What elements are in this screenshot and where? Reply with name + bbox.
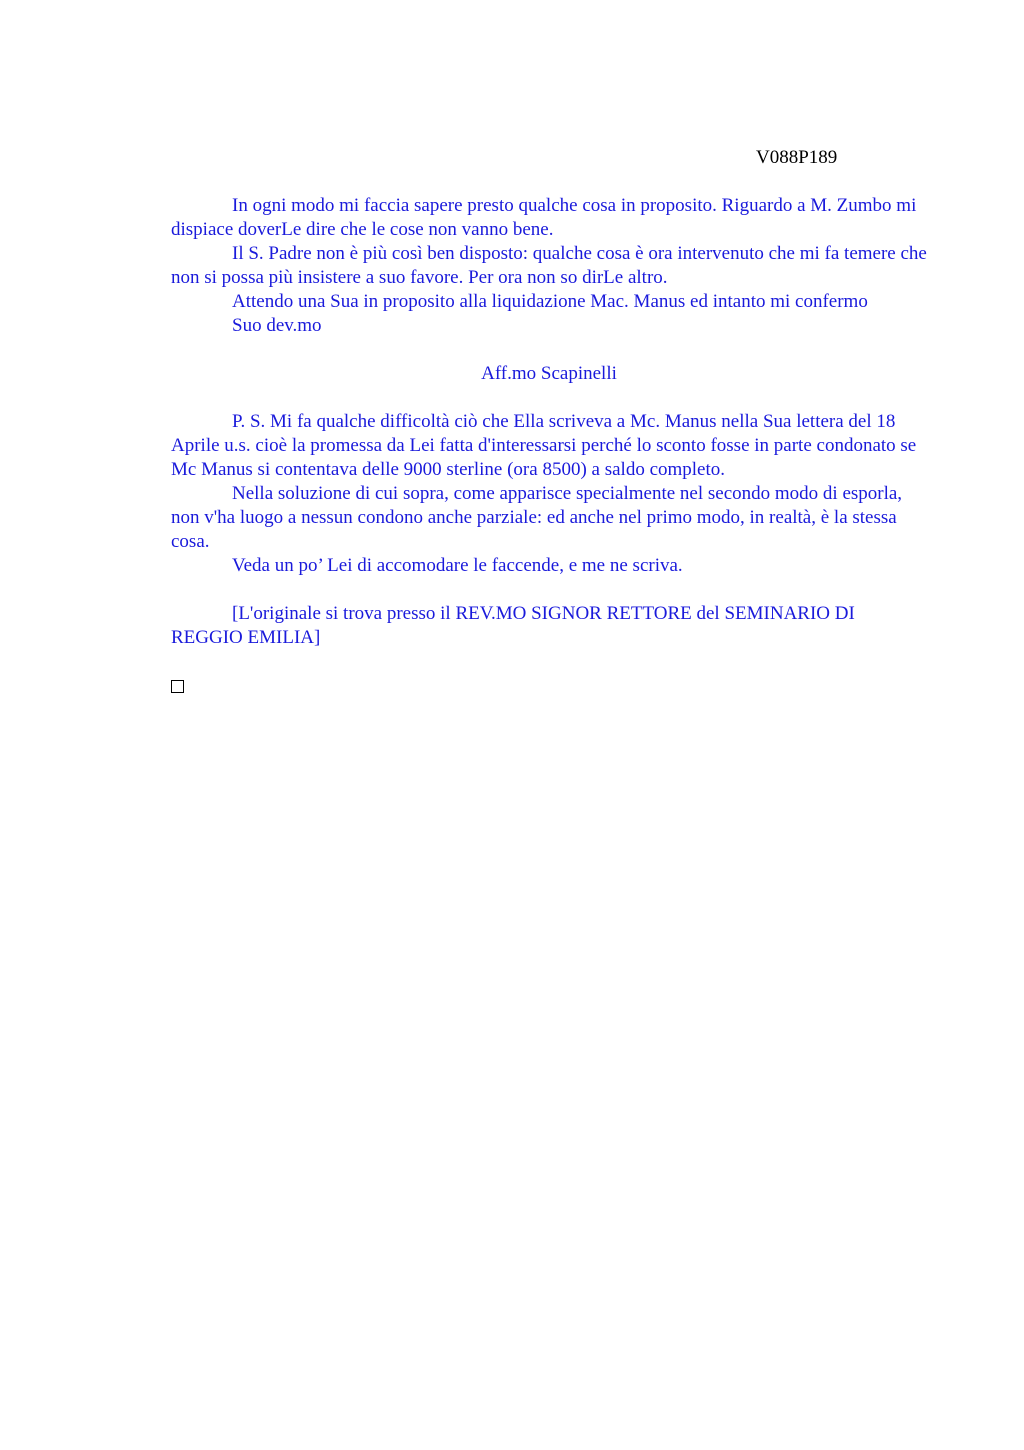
letter-paragraph-3-line-1: Attendo una Sua in proposito alla liquidazione Mac. Manus ed intanto mi confermo: [232, 291, 868, 312]
letter-body: [171, 194, 931, 700]
postscript-paragraph-3: Veda un po’ Lei di accomodare le faccende, e me ne scriva.: [232, 555, 683, 576]
spacer: [171, 386, 931, 410]
spacer: [171, 650, 931, 674]
letter-paragraph-2: Il S. Padre non è più così ben disposto: qualche cosa è ora intervenuto che mi fa temere che non si possa più insistere a suo favore. Per ora non so dirLe altro.: [171, 243, 927, 288]
postscript-paragraph-2: Nella soluzione di cui sopra, come apparisce specialmente nel secondo modo di esporla, non v'ha luogo a nessun condono anche parziale: ed anche nel primo modo, in realtà, è la stessa cosa.: [171, 483, 903, 552]
end-marker-box: [171, 680, 184, 693]
archive-note: [L'originale si trova presso il REV.MO SIGNOR RETTORE del SEMINARIO DI REGGIO EMILIA]: [171, 603, 855, 648]
page-identifier: V088P189: [756, 147, 838, 168]
signature: Aff.mo Scapinelli: [481, 363, 617, 384]
letter-paragraph-1: In ogni modo mi faccia sapere presto qualche cosa in proposito. Riguardo a M. Zumbo mi dispiace doverLe dire che le cose non vanno bene.: [171, 195, 917, 240]
postscript-paragraph-1: P. S. Mi fa qualche difficoltà ciò che Ella scriveva a Mc. Manus nella Sua lettera del 18 Aprile u.s. cioè la promessa da Lei fatta d'interessarsi perché lo sconto fosse in parte condonato se Mc Manus si contentava delle 9000 sterline (ora 8500) a saldo completo.: [171, 411, 917, 480]
spacer: [171, 578, 931, 602]
letter-closing: Suo dev.mo: [232, 315, 322, 336]
spacer: [171, 338, 931, 362]
